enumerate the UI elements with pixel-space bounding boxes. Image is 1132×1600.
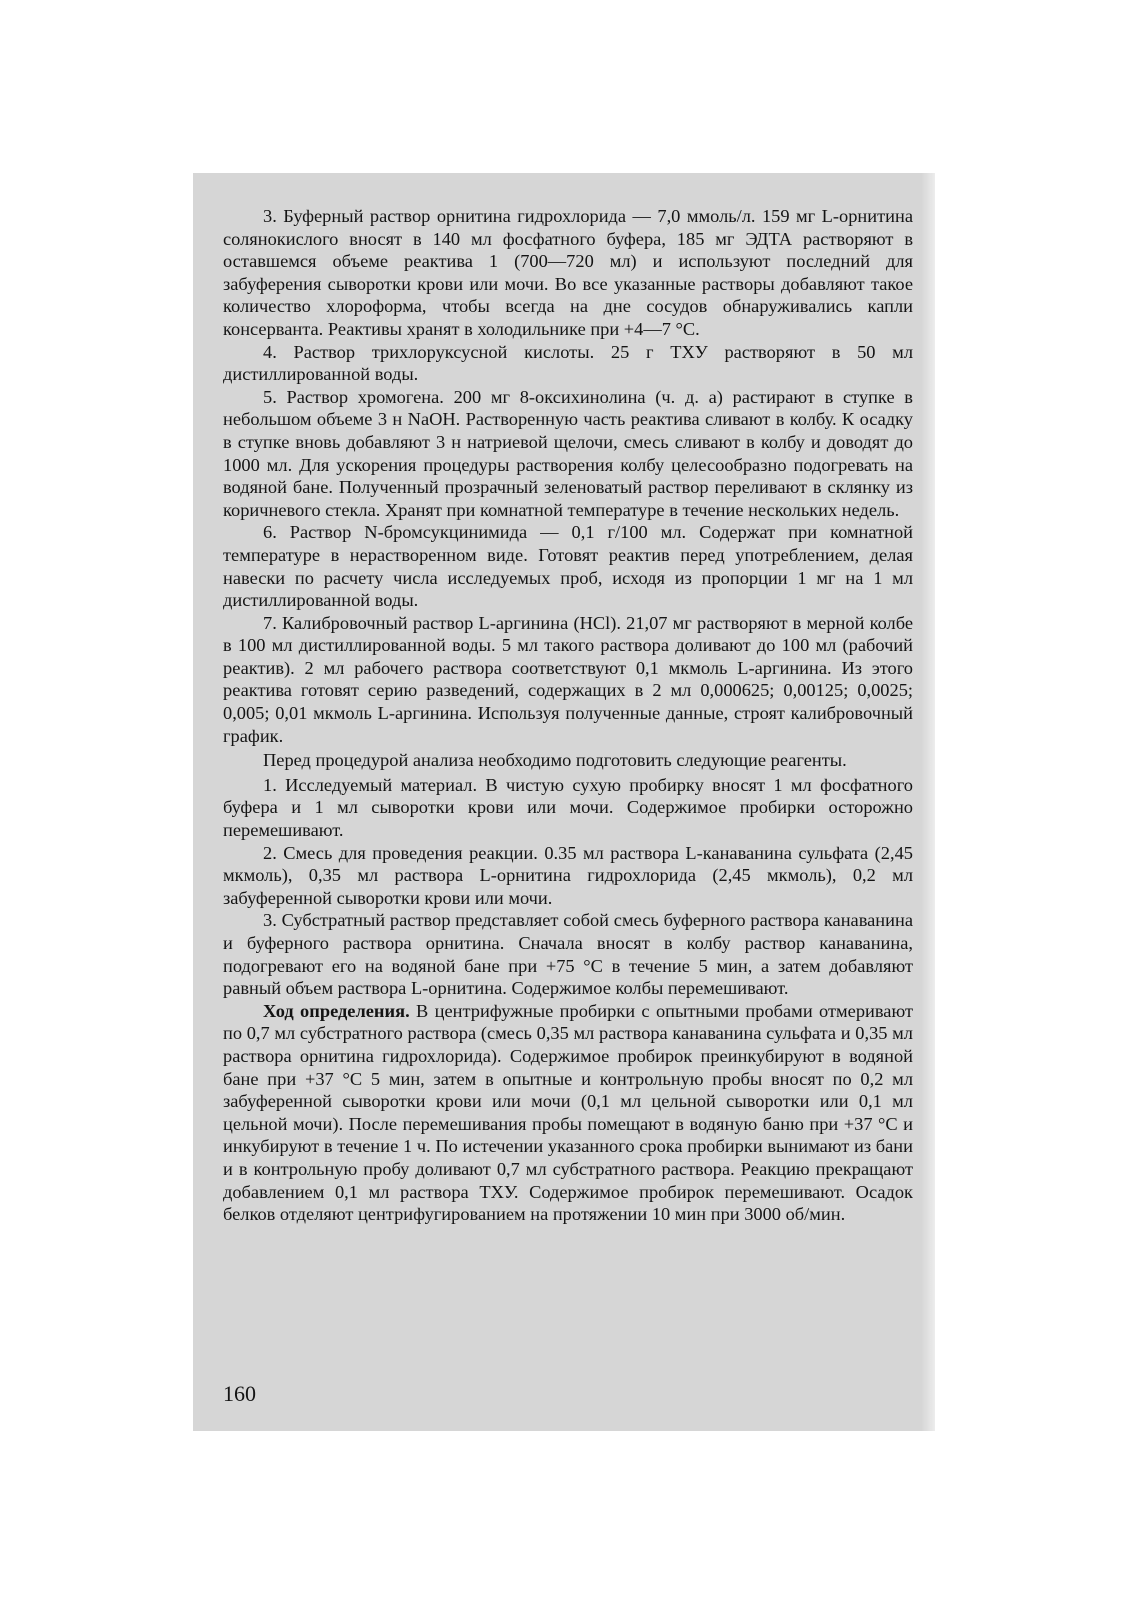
paragraph-test-material: 1. Исследуемый материал. В чистую сухую пробирку вносят 1 мл фосфатного буфера и 1 мл сыворотки крови или мочи. Содержимое пробирки осторожно перемешивают. [223, 774, 913, 841]
paragraph-calibration-solution: 7. Калибровочный раствор L-аргинина (HCl). 21,07 мг растворяют в мерной колбе в 100 мл дистиллированной воды. 5 мл такого раствора доливают до 100 мл (рабочий реактив). 2 мл рабочего раствора соответствуют 0,1 мкмоль L-аргинина. Из этого реактива готовят серию разведений, содержащих в 2 мл 0,000625; 0,00125; 0,0025; 0,005; 0,01 мкмоль L-аргинина. Используя полученные данные, строят калибровочный график. [223, 612, 913, 746]
method-heading: Ход определения. [263, 1000, 410, 1021]
book-page [193, 173, 935, 1431]
paragraph-buffer-ornithine: 3. Буферный раствор орнитина гидрохлорида — 7,0 ммоль/л. 159 мг L-орнитина солянокислого вносят в 140 мл фосфатного буфера, 185 мг ЭДТА растворяют в оставшемся объеме реактива 1 (700—720 мл) и используют последний для забуферения сыворотки крови или мочи. Во все указанные растворы добавляют такое количество хлороформа, чтобы всегда на дне сосудов обнаруживались капли консерванта. Реактивы хранят в холодильнике при +4—7 °С. [223, 206, 913, 339]
paragraph-reagents-intro: Перед процедурой анализа необходимо подготовить следующие реагенты. [263, 750, 847, 771]
paragraph-nbs-solution: 6. Раствор N-бромсукцинимида — 0,1 г/100 мл. Содержат при комнатной температуре в нерастворенном виде. Готовят реактив перед употреблением, делая навески по расчету числа исследуемых проб, исходя из пропорции 1 мг на 1 мл дистиллированной воды. [223, 522, 913, 611]
paragraph-method [223, 1000, 913, 1226]
method-text: В центрифужные пробирки с опытными пробами отмеривают по 0,7 мл субстратного раствора (смесь 0,35 мл раствора канаванина сульфата и 0,35 мл раствора орнитина гидрохлорида). Содержимое пробирок преинкубируют в водяной бане при +37 °С 5 мин, затем в опытные и контрольную пробы вносят по 0,2 мл забуференной сыворотки крови или мочи (0,1 мл цельной сыворотки или 0,1 мл цельной мочи). После перемешивания пробы помещают в водяную баню при +37 °С и инкубируют в течение 1 ч. По истечении указанного срока пробирки вынимают из бани и в контрольную пробу доливают 0,7 мл субстратного раствора. Реакцию прекращают добавлением 0,1 мл раствора ТХУ. Содержимое пробирок перемешивают. Осадок белков отделяют центрифугированием на протяжении 10 мин при 3000 об/мин. [223, 1000, 913, 1225]
paragraph-tca-solution: 4. Раствор трихлоруксусной кислоты. 25 г ТХУ растворяют в 50 мл дистиллированной воды. [223, 341, 913, 385]
paragraph-reaction-mix: 2. Смесь для проведения реакции. 0.35 мл раствора L-канаванина сульфата (2,45 мкмоль), 0,35 мл раствора L-орнитина гидрохлорида (2,45 мкмоль), 0,2 мл забуференной сыворотки крови или мочи. [223, 842, 913, 908]
page-number: 160 [223, 1381, 256, 1406]
body-text [223, 205, 913, 1226]
paragraph-substrate-solution: 3. Субстратный раствор представляет собой смесь буферного раствора канаванина и буферного раствора орнитина. Сначала вносят в колбу раствор канаванина, подогревают его на водяной бане при +75 °С в течение 5 мин, а затем добавляют равный объем раствора L-орнитина. Содержимое колбы перемешивают. [223, 910, 913, 999]
paragraph-chromogen-solution: 5. Раствор хромогена. 200 мг 8-оксихинолина (ч. д. а) растирают в ступке в небольшом объеме 3 н NaOH. Растворенную часть реактива сливают в колбу. К осадку в ступке вновь добавляют 3 н натриевой щелочи, смесь сливают в колбу и доводят до 1000 мл. Для ускорения процедуры растворения колбу целесообразно подогревать на водяной бане. Полученный прозрачный зеленоватый раствор переливают в склянку из коричневого стекла. Хранят при комнатной температуре в течение нескольких недель. [223, 386, 913, 520]
